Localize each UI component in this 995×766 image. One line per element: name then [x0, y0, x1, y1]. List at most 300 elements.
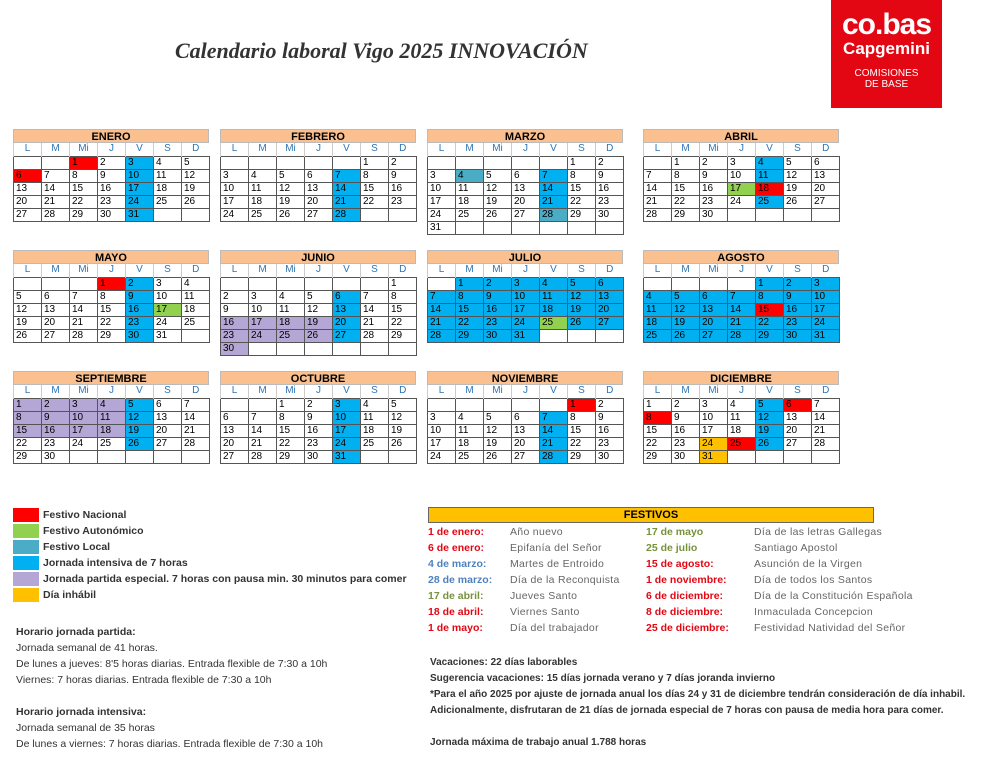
weekday-header: L: [221, 143, 249, 156]
weekday-header: S: [784, 385, 812, 398]
weekday-header: M: [456, 385, 484, 398]
calendar-day: 12: [305, 303, 333, 316]
legend-label: Día inhábil: [43, 589, 97, 601]
calendar-day: 4: [277, 290, 305, 303]
festivo-date: 1 de mayo:: [428, 622, 483, 634]
calendar-day: 23: [596, 195, 624, 208]
calendar-day: 24: [428, 208, 456, 221]
calendar-day: 19: [389, 424, 417, 437]
calendar-day: 3: [512, 277, 540, 290]
calendar-day: 1: [98, 277, 126, 290]
calendar-day: 13: [784, 411, 812, 424]
calendar-day: 15: [361, 182, 389, 195]
calendar-day: 10: [812, 290, 840, 303]
month-junio: [220, 250, 416, 356]
weekday-header: D: [389, 264, 417, 277]
calendar-day: 24: [70, 437, 98, 450]
calendar-day: 15: [568, 182, 596, 195]
calendar-day: 14: [540, 182, 568, 195]
calendar-day: 2: [389, 156, 417, 169]
calendar-day: 22: [389, 316, 417, 329]
calendar-day: 20: [512, 195, 540, 208]
calendar-day: 27: [221, 450, 249, 463]
calendar-empty-cell: [70, 277, 98, 290]
calendar-day: 10: [428, 424, 456, 437]
calendar-day: 25: [154, 195, 182, 208]
calendar-day: 30: [305, 450, 333, 463]
calendar-day: 21: [182, 424, 210, 437]
calendar-day: 28: [333, 208, 361, 221]
legend-swatch: [13, 508, 39, 522]
calendar-day: 2: [42, 398, 70, 411]
festivo-name: Festividad Natividad del Señor: [754, 622, 906, 634]
weekday-header: Mi: [70, 385, 98, 398]
calendar-day: 19: [756, 424, 784, 437]
calendar-day: 21: [333, 195, 361, 208]
weekday-header: J: [98, 143, 126, 156]
calendar-day: 11: [182, 290, 210, 303]
calendar-day: 22: [672, 195, 700, 208]
calendar-day: 18: [277, 316, 305, 329]
weekday-header: S: [784, 143, 812, 156]
calendar-day: 23: [221, 329, 249, 342]
month-enero: [13, 129, 209, 222]
calendar-empty-cell: [277, 277, 305, 290]
weekday-header: J: [305, 143, 333, 156]
calendar-day: 11: [728, 411, 756, 424]
calendar-empty-cell: [249, 156, 277, 169]
weekday-header: L: [14, 143, 42, 156]
calendar-empty-cell: [277, 342, 305, 355]
weekday-header: D: [182, 264, 210, 277]
calendar-day: 1: [568, 398, 596, 411]
calendar-day: 18: [456, 437, 484, 450]
calendar-day: 20: [221, 437, 249, 450]
calendar-day: 10: [700, 411, 728, 424]
calendar-day: 11: [277, 303, 305, 316]
calendar-day: 6: [14, 169, 42, 182]
calendar-day: 30: [784, 329, 812, 342]
calendar-empty-cell: [182, 329, 210, 342]
weekday-header: L: [14, 264, 42, 277]
month-agosto: [643, 250, 839, 343]
calendar-day: 19: [784, 182, 812, 195]
calendar-day: 21: [428, 316, 456, 329]
calendar-day: 22: [568, 437, 596, 450]
calendar-empty-cell: [700, 277, 728, 290]
calendar-day: 15: [672, 182, 700, 195]
month-abril: [643, 129, 839, 222]
weekday-header: L: [221, 264, 249, 277]
calendar-day: 27: [305, 208, 333, 221]
weekday-header: J: [512, 385, 540, 398]
calendar-day: 25: [540, 316, 568, 329]
calendar-empty-cell: [221, 277, 249, 290]
calendar-day: 28: [70, 329, 98, 342]
calendar-day: 11: [249, 182, 277, 195]
calendar-day: 23: [596, 437, 624, 450]
festivo-name: Día del trabajador: [510, 622, 599, 634]
calendar-day: 31: [428, 221, 456, 234]
weekday-header: Mi: [700, 385, 728, 398]
calendar-day: 26: [484, 450, 512, 463]
calendar-day: 7: [728, 290, 756, 303]
weekday-header: L: [221, 385, 249, 398]
weekday-header: M: [42, 143, 70, 156]
calendar-day: 8: [389, 290, 417, 303]
calendar-day: 24: [428, 450, 456, 463]
weekday-header: V: [540, 264, 568, 277]
calendar-day: 14: [428, 303, 456, 316]
calendar-day: 20: [333, 316, 361, 329]
calendar-empty-cell: [540, 156, 568, 169]
calendar-day: 8: [277, 411, 305, 424]
calendar-day: 22: [568, 195, 596, 208]
calendar-day: 4: [756, 156, 784, 169]
month-name: AGOSTO: [643, 250, 839, 264]
calendar-day: 10: [249, 303, 277, 316]
festivo-row: [428, 604, 981, 620]
calendar-day: 12: [182, 169, 210, 182]
calendar-day: 29: [756, 329, 784, 342]
legend-swatch: [13, 524, 39, 538]
weekday-header: V: [126, 143, 154, 156]
legend-label: Jornada intensiva de 7 horas: [43, 557, 188, 569]
calendar-empty-cell: [333, 277, 361, 290]
calendar-day: 12: [484, 182, 512, 195]
calendar-day: 27: [784, 437, 812, 450]
calendar-empty-cell: [812, 450, 840, 463]
legend-swatch: [13, 588, 39, 602]
calendar-day: 1: [456, 277, 484, 290]
calendar-day: 7: [644, 169, 672, 182]
calendar-empty-cell: [249, 277, 277, 290]
calendar-empty-cell: [728, 450, 756, 463]
calendar-day: 30: [126, 329, 154, 342]
calendar-day: 7: [540, 169, 568, 182]
calendar-day: 26: [484, 208, 512, 221]
calendar-day: 6: [221, 411, 249, 424]
festivo-date: 25 de julio: [646, 542, 698, 554]
calendar-day: 22: [644, 437, 672, 450]
calendar-day: 1: [70, 156, 98, 169]
calendar-day: 25: [756, 195, 784, 208]
calendar-day: 19: [305, 316, 333, 329]
calendar-day: 15: [277, 424, 305, 437]
calendar-empty-cell: [784, 450, 812, 463]
legend-label: Festivo Nacional: [43, 509, 127, 521]
calendar-day: 28: [540, 208, 568, 221]
month-name: JULIO: [427, 250, 623, 264]
calendar-empty-cell: [277, 156, 305, 169]
calendar-day: 31: [333, 450, 361, 463]
calendar-day: 14: [249, 424, 277, 437]
festivo-date: 25 de diciembre:: [646, 622, 729, 634]
calendar-day: 22: [98, 316, 126, 329]
calendar-day: 8: [98, 290, 126, 303]
calendar-day: 6: [596, 277, 624, 290]
weekday-header: D: [182, 385, 210, 398]
calendar-day: 2: [98, 156, 126, 169]
festivo-name: Día de la Reconquista: [510, 574, 620, 586]
calendar-day: 26: [568, 316, 596, 329]
calendar-day: 9: [596, 169, 624, 182]
weekday-header: M: [672, 385, 700, 398]
calendar-day: 6: [812, 156, 840, 169]
festivo-date: 1 de enero:: [428, 526, 485, 538]
calendar-day: 20: [14, 195, 42, 208]
calendar-day: 13: [812, 169, 840, 182]
month-name: ABRIL: [643, 129, 839, 143]
calendar-day: 14: [333, 182, 361, 195]
calendar-day: 10: [154, 290, 182, 303]
festivo-date: 8 de diciembre:: [646, 606, 724, 618]
festivo-date: 18 de abril:: [428, 606, 484, 618]
weekday-header: D: [389, 385, 417, 398]
calendar-day: 5: [389, 398, 417, 411]
calendar-day: 23: [700, 195, 728, 208]
calendar-day: 30: [221, 342, 249, 355]
calendar-day: 14: [70, 303, 98, 316]
weekday-header: L: [428, 264, 456, 277]
calendar-day: 17: [728, 182, 756, 195]
calendar-day: 24: [333, 437, 361, 450]
calendar-day: 28: [42, 208, 70, 221]
calendar-day: 3: [812, 277, 840, 290]
calendar-day: 22: [361, 195, 389, 208]
calendar-day: 10: [333, 411, 361, 424]
calendar-day: 30: [596, 208, 624, 221]
calendar-day: 12: [14, 303, 42, 316]
calendar-day: 9: [42, 411, 70, 424]
calendar-day: 23: [42, 437, 70, 450]
legend-item: [13, 523, 407, 539]
calendar-day: 17: [333, 424, 361, 437]
weekday-header: V: [126, 264, 154, 277]
festivo-row: [428, 620, 981, 636]
calendar-day: 9: [221, 303, 249, 316]
weekday-header: S: [154, 143, 182, 156]
calendar-empty-cell: [456, 156, 484, 169]
calendar-day: 7: [361, 290, 389, 303]
weekday-header: S: [568, 143, 596, 156]
weekday-header: J: [728, 385, 756, 398]
weekday-header: Mi: [484, 385, 512, 398]
weekday-header: L: [14, 385, 42, 398]
calendar-day: 10: [728, 169, 756, 182]
calendar-day: 6: [305, 169, 333, 182]
calendar-day: 18: [728, 424, 756, 437]
calendar-day: 13: [596, 290, 624, 303]
calendar-day: 1: [361, 156, 389, 169]
calendar-empty-cell: [361, 277, 389, 290]
month-marzo: [427, 129, 623, 235]
calendar-day: 26: [277, 208, 305, 221]
calendar-day: 24: [700, 437, 728, 450]
festivo-date: 17 de abril:: [428, 590, 484, 602]
calendar-day: 3: [249, 290, 277, 303]
weekday-header: J: [98, 264, 126, 277]
calendar-day: 16: [221, 316, 249, 329]
calendar-day: 25: [644, 329, 672, 342]
note-line: Sugerencia vacaciones: 15 días jornada verano y 7 días joranda invierno: [430, 673, 776, 684]
calendar-day: 31: [700, 450, 728, 463]
weekday-header: D: [812, 264, 840, 277]
calendar-empty-cell: [14, 277, 42, 290]
calendar-day: 17: [126, 182, 154, 195]
calendar-day: 25: [182, 316, 210, 329]
calendar-day: 24: [728, 195, 756, 208]
calendar-day: 20: [700, 316, 728, 329]
calendar-empty-cell: [644, 277, 672, 290]
calendar-day: 24: [512, 316, 540, 329]
calendar-day: 12: [784, 169, 812, 182]
calendar-day: 16: [98, 182, 126, 195]
calendar-day: 12: [756, 411, 784, 424]
intensiva-line: Jornada semanal de 35 horas: [16, 722, 155, 734]
calendar-day: 25: [277, 329, 305, 342]
calendar-day: 17: [812, 303, 840, 316]
calendar-day: 24: [221, 208, 249, 221]
calendar-day: 2: [596, 156, 624, 169]
calendar-empty-cell: [182, 450, 210, 463]
calendar-day: 13: [154, 411, 182, 424]
festivo-name: Martes de Entroido: [510, 558, 605, 570]
calendar-day: 13: [42, 303, 70, 316]
weekday-header: J: [512, 264, 540, 277]
page-title: Calendario laboral Vigo 2025 INNOVACIÓN: [175, 38, 588, 63]
note-line: Jornada máxima de trabajo anual 1.788 horas: [430, 737, 647, 748]
weekday-header: L: [644, 385, 672, 398]
calendar-day: 5: [14, 290, 42, 303]
weekday-header: D: [596, 143, 624, 156]
weekday-header: Mi: [484, 264, 512, 277]
calendar-day: 19: [182, 182, 210, 195]
calendar-day: 19: [672, 316, 700, 329]
calendar-day: 30: [596, 450, 624, 463]
legend-item: [13, 539, 407, 555]
calendar-empty-cell: [361, 342, 389, 355]
calendar-day: 7: [333, 169, 361, 182]
calendar-day: 27: [812, 195, 840, 208]
festivo-name: Día de la Constitución Española: [754, 590, 913, 602]
calendar-day: 6: [42, 290, 70, 303]
calendar-empty-cell: [484, 156, 512, 169]
calendar-empty-cell: [756, 450, 784, 463]
calendar-day: 9: [389, 169, 417, 182]
calendar-day: 18: [756, 182, 784, 195]
calendar-day: 14: [42, 182, 70, 195]
calendar-day: 17: [700, 424, 728, 437]
calendar-day: 9: [596, 411, 624, 424]
calendar-day: 30: [42, 450, 70, 463]
calendar-day: 13: [512, 182, 540, 195]
calendar-empty-cell: [182, 208, 210, 221]
calendar-empty-cell: [456, 221, 484, 234]
calendar-day: 24: [126, 195, 154, 208]
calendar-day: 16: [596, 182, 624, 195]
calendar-day: 8: [456, 290, 484, 303]
calendar-day: 28: [182, 437, 210, 450]
calendar-day: 3: [126, 156, 154, 169]
calendar-day: 25: [456, 450, 484, 463]
weekday-header: Mi: [484, 143, 512, 156]
weekday-header: D: [389, 143, 417, 156]
calendar-day: 4: [98, 398, 126, 411]
calendar-empty-cell: [728, 277, 756, 290]
calendar-day: 20: [596, 303, 624, 316]
calendar-day: 30: [672, 450, 700, 463]
calendar-day: 6: [154, 398, 182, 411]
calendar-day: 18: [182, 303, 210, 316]
calendar-day: 10: [70, 411, 98, 424]
calendar-day: 23: [98, 195, 126, 208]
calendar-day: 19: [277, 195, 305, 208]
calendar-day: 31: [512, 329, 540, 342]
calendar-day: 8: [568, 411, 596, 424]
calendar-day: 11: [456, 424, 484, 437]
calendar-day: 13: [512, 424, 540, 437]
festivo-name: Viernes Santo: [510, 606, 580, 618]
calendar-day: 3: [70, 398, 98, 411]
calendar-day: 17: [512, 303, 540, 316]
weekday-header: L: [428, 143, 456, 156]
calendar-empty-cell: [389, 342, 417, 355]
calendar-day: 24: [812, 316, 840, 329]
calendar-day: 29: [456, 329, 484, 342]
calendar-day: 17: [221, 195, 249, 208]
calendar-day: 23: [126, 316, 154, 329]
calendar-day: 29: [568, 208, 596, 221]
note-line: Vacaciones: 22 días laborables: [430, 657, 578, 668]
calendar-day: 25: [456, 208, 484, 221]
festivo-date: 6 de enero:: [428, 542, 485, 554]
calendar-empty-cell: [221, 156, 249, 169]
calendar-empty-cell: [249, 342, 277, 355]
calendar-day: 13: [333, 303, 361, 316]
calendar-day: 20: [42, 316, 70, 329]
weekday-header: Mi: [70, 264, 98, 277]
weekday-header: V: [540, 385, 568, 398]
calendar-day: 8: [70, 169, 98, 182]
legend-label: Festivo Autonómico: [43, 525, 144, 537]
festivo-name: Epifanía del Señor: [510, 542, 602, 554]
calendar-empty-cell: [456, 398, 484, 411]
calendar-day: 6: [784, 398, 812, 411]
festivo-name: Santiago Apostol: [754, 542, 838, 554]
calendar-day: 5: [672, 290, 700, 303]
calendar-day: 28: [540, 450, 568, 463]
weekday-header: Mi: [700, 264, 728, 277]
calendar-day: 4: [456, 169, 484, 182]
weekday-header: Mi: [277, 264, 305, 277]
calendar-day: 15: [756, 303, 784, 316]
calendar-day: 5: [277, 169, 305, 182]
calendar-day: 17: [249, 316, 277, 329]
weekday-header: D: [812, 385, 840, 398]
weekday-header: Mi: [700, 143, 728, 156]
schedule-info: [16, 624, 327, 752]
weekday-header: S: [361, 264, 389, 277]
calendar-empty-cell: [70, 450, 98, 463]
calendar-empty-cell: [389, 208, 417, 221]
calendar-day: 21: [540, 195, 568, 208]
festivo-date: 17 de mayo: [646, 526, 704, 538]
calendar-day: 20: [512, 437, 540, 450]
calendar-day: 26: [784, 195, 812, 208]
weekday-header: M: [42, 385, 70, 398]
weekday-header: V: [333, 264, 361, 277]
